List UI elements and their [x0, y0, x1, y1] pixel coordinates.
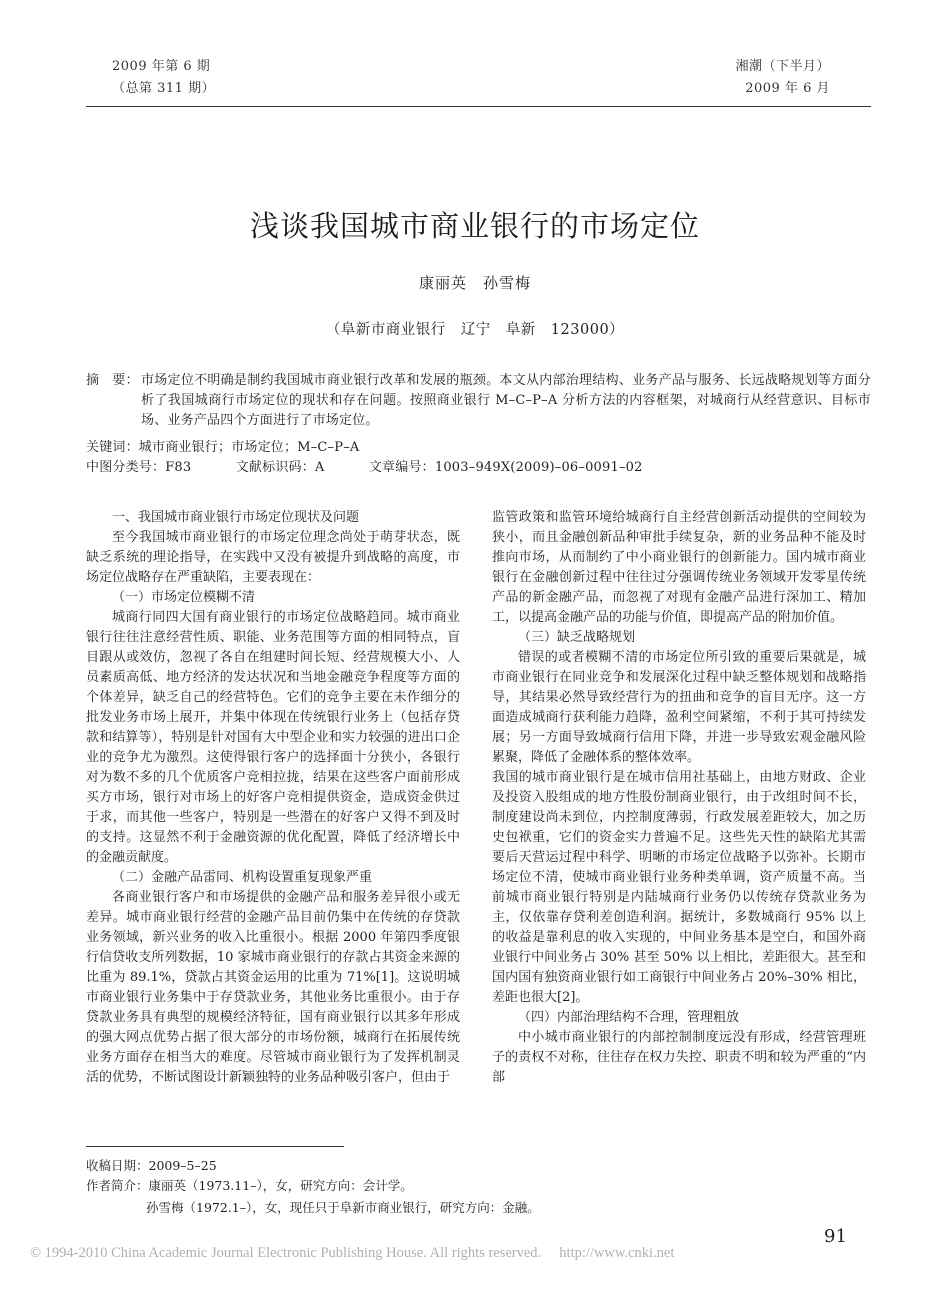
keywords: 关键词：城市商业银行；市场定位；M–C–P–A [86, 440, 360, 455]
author-bio-2: 孙雪梅（1972.1–），女，现任只于阜新市商业银行，研究方向：金融。 [146, 1200, 540, 1215]
journal-issue [112, 56, 215, 100]
body-paragraph: 至今我国城市商业银行的市场定位理念尚处于萌芽状态，既缺乏系统的理论指导，在实践中又没有被提升到战略的高度，市场定位战略存在严重缺陷，主要表现在： [86, 530, 460, 585]
header-rule [86, 106, 871, 107]
body-column-right [492, 508, 866, 1088]
author-bio-1: 作者简介：康丽英（1973.11–），女，研究方向：会计学。 [86, 1178, 413, 1193]
article-number: 文章编号：1003–949X(2009)–06–0091–02 [368, 460, 643, 475]
section-heading: 一、我国城市商业银行市场定位现状及问题 [112, 510, 360, 525]
abstract-label: 摘 要： [86, 373, 139, 388]
section-heading: （二）金融产品雷同、机构设置重复现象严重 [112, 870, 373, 885]
issue-line: 2009 年第 6 期 [112, 59, 211, 74]
document-code: 文献标识码：A [235, 460, 325, 475]
total-issue-line: （总第 311 期） [112, 81, 216, 96]
journal-title-line: 湘潮（下半月） [735, 59, 830, 74]
page-number: 91 [824, 1226, 847, 1247]
journal-name [735, 56, 830, 100]
clc-number: 中图分类号：F83 [86, 460, 192, 475]
body-paragraph: 各商业银行客户和市场提供的金融产品和服务差异很小或无差异。城市商业银行经营的金融产品目前仍集中在传统的存贷款业务领域，新兴业务的收入比重很小。根据 2000 年第四季度银行信贷收支所列数据，10 家城市商业银行的存款占其资金来源的比重为 89.1%，贷款占其资金运用的比重为 71%[1]。这说明城市商业银行业务集中于存贷款业务，其他业务比重很小。由于存贷款业务具有典型的规模经济特征，国有商业银行以其多年形成的强大网点优势占据了很大部分的市场份额，城商行在拓展传统业务方面存在相当大的难度。尽管城市商业银行为了发挥机制灵活的优势，不断试图设计新颖独特的业务品种吸引客户，但由于 [86, 890, 460, 1085]
classification-line [86, 458, 683, 478]
abstract [86, 371, 871, 431]
copyright-watermark: © 1994-2010 China Academic Journal Electronic Publishing House. All rights reserved. http://www.cnki.net [30, 1245, 675, 1261]
authors: 康丽英 孙雪梅 [418, 274, 531, 292]
body-paragraph: 监管政策和监管环境给城商行自主经营创新活动提供的空间较为狭小，而且金融创新品种审批手续复杂，新的业务品种不能及时推向市场，从而制约了中小商业银行的创新能力。国内城市商业银行在金融创新过程中往往过分强调传统业务领域开发零星传统产品的新金融产品，而忽视了对现有金融产品进行深加工、精加工，以提高金融产品的功能与价值，即提高产品的附加价值。 [492, 510, 866, 625]
body-paragraph: 中小城市商业银行的内部控制制度远没有形成，经营管理班子的责权不对称，往往存在权力失控、职责不明和较为严重的“内部 [492, 1030, 866, 1085]
body-paragraph: 我国的城市商业银行是在城市信用社基础上，由地方财政、企业及投资入股组成的地方性股份制商业银行，由于改组时间不长，制度建设尚未到位，内控制度薄弱，行政发展差距较大，加之历史包袱重，它们的资金实力普遍不足。这些先天性的缺陷尤其需要后天营运过程中科学、明晰的市场定位战略予以弥补。长期市场定位不清，使城市商业银行业务种类单调，资产质量不高。当前城市商业银行特别是内陆城商行业务仍以传统存贷款业务为主，仅依靠存贷利差创造利润。据统计，多数城商行 95% 以上的收益是靠利息的收入实现的，中间业务基本是空白，和国外商业银行中间业务占 30% 甚至 50% 以上相比，差距很大。甚至和国内国有独资商业银行如工商银行中间业务占 20%–30% 相比，差距也很大[2]。 [492, 770, 866, 1005]
body-column-left [86, 508, 460, 1088]
body-paragraph: 城商行同四大国有商业银行的市场定位战略趋同。城市商业银行往往注意经营性质、职能、业务范围等方面的相同特点，盲目跟从或效仿，忽视了各自在组建时间长短、经营规模大小、人员素质高低、地方经济的发达状况和当地金融竞争程度等方面的个体差异，缺乏自己的经营特色。它们的竞争主要在未作细分的批发业务市场上展开，并集中体现在传统银行业务上（包括存贷款和结算等），特别是针对国有大中型企业和实力较强的进出口企业的竞争尤为激烈。这使得银行客户的选择面十分狭小，各银行对为数不多的几个优质客户竞相拉拢，结果在这些客户面前形成买方市场，银行对市场上的好客户竞相提供资金，造成资金供过于求，而其他一些客户，特别是一些潜在的好客户又得不到及时的支持。这显然不利于金融资源的优化配置，降低了经济增长中的金融贡献度。 [86, 610, 460, 865]
received-date: 收稿日期：2009–5–25 [86, 1158, 217, 1173]
footnote-rule [86, 1146, 344, 1147]
article-title: 浅谈我国城市商业银行的市场定位 [249, 209, 700, 243]
section-heading: （一）市场定位模糊不清 [112, 590, 256, 605]
section-heading: （三）缺乏战略规划 [518, 630, 636, 645]
journal-date-line: 2009 年 6 月 [745, 81, 830, 96]
abstract-text: 市场定位不明确是制约我国城市商业银行改革和发展的瓶颈。本文从内部治理结构、业务产品与服务、长远战略规划等方面分析了我国城商行市场定位的现状和存在问题。按照商业银行 M–C–P–A 分析方法的内容框架，对城商行从经营意识、目标市场、业务产品四个方面进行了市场定位。 [141, 373, 871, 428]
body-paragraph: 错误的或者模糊不清的市场定位所引致的重要后果就是，城市商业银行在同业竞争和发展深化过程中缺乏整体规划和战略指导，其结果必然导致经营行为的扭曲和竞争的盲目无序。这一方面造成城商行获利能力趋降，盈利空间紧缩，不利于其可持续发展；另一方面导致城商行信用下降，并进一步导致宏观金融风险累聚，降低了金融体系的整体效率。 [492, 650, 866, 765]
affiliation: （阜新市商业银行 辽宁 阜新 123000） [325, 322, 625, 338]
section-heading: （四）内部治理结构不合理，管理粗放 [518, 1010, 740, 1025]
